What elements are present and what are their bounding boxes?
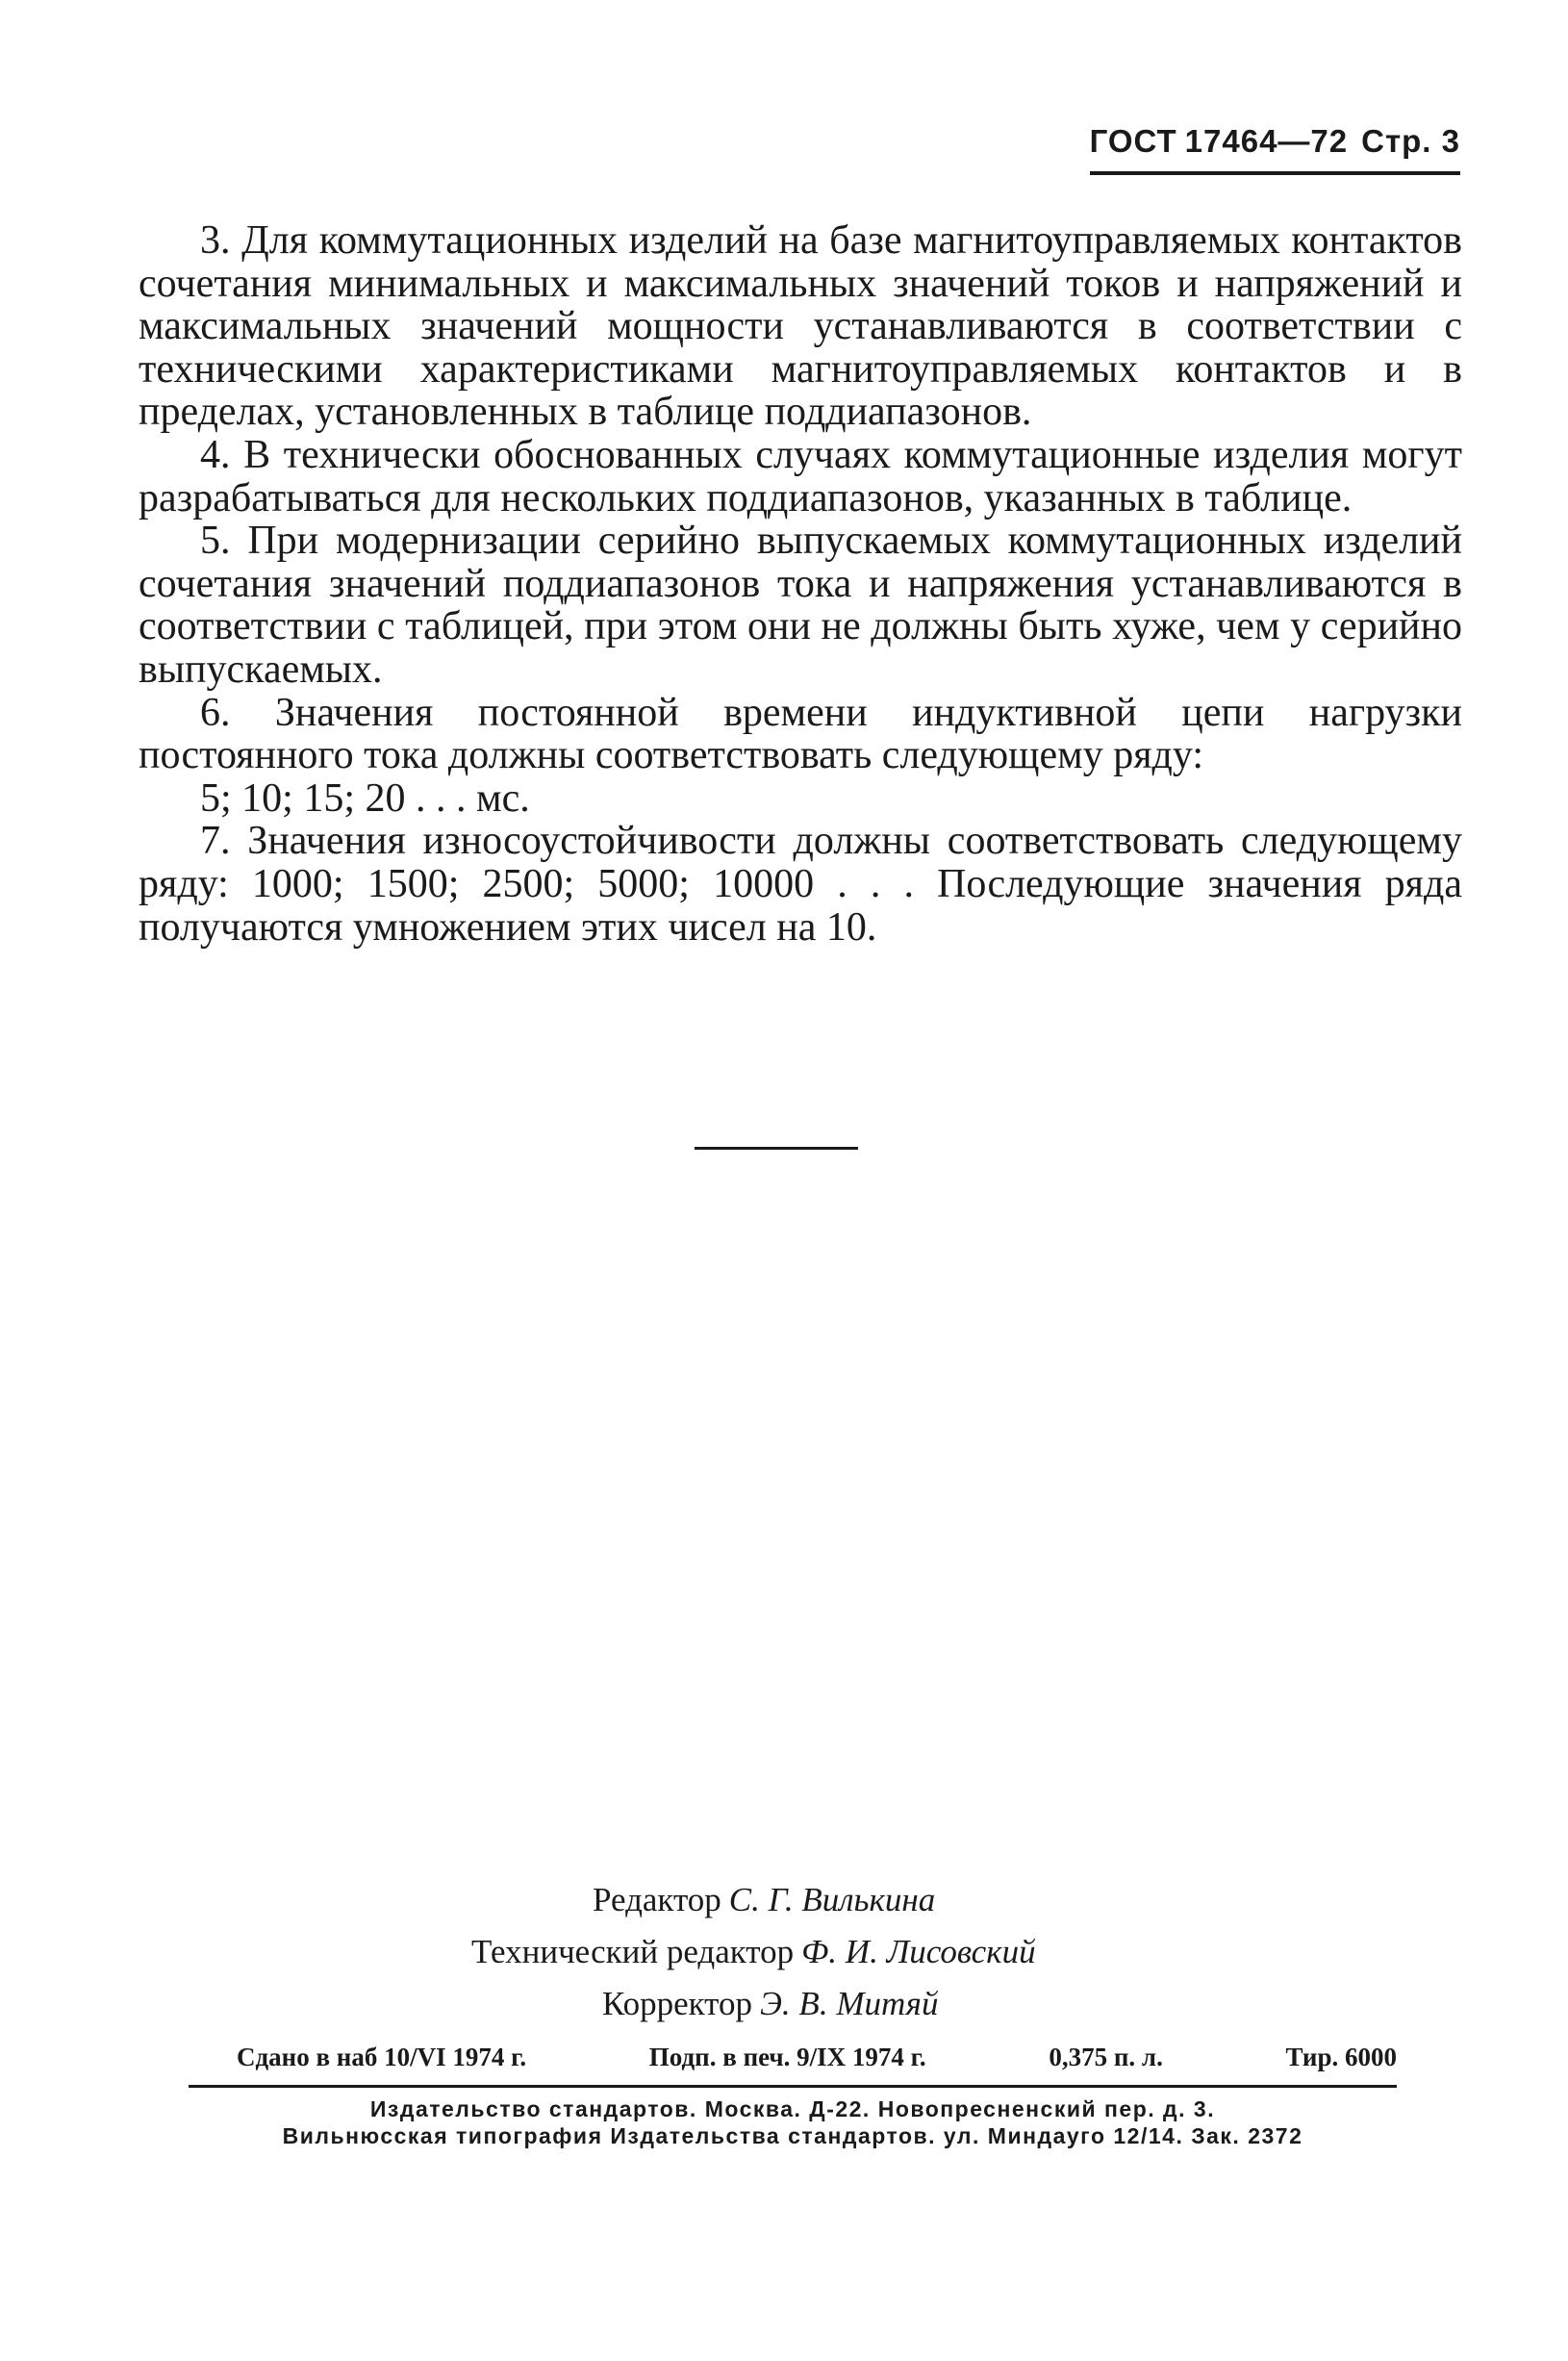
imprint-print-run: Тир. 6000 [1285, 2043, 1397, 2071]
section-divider [695, 1147, 858, 1150]
standard-number: 17464—72 [1184, 123, 1349, 159]
imprint-typeset: Сдано в наб 10/VI 1974 г. [237, 2043, 527, 2071]
clause-3: 3. Для коммутационных изделий на базе магнитоуправляемых контактов сочетания минимальных и максимальных значений токов и напряжений и максимальных значений мощности устанавливаются в соответствии с техническими характеристиками магнитоуправляемых контактов и в пределах, установленных в таблице поддиапазонов. [139, 218, 1462, 435]
body-text [139, 219, 1462, 949]
corrector-name: Э. В. Митяй [760, 1985, 939, 2022]
corrector-role: Корректор [602, 1985, 753, 2022]
clause-6-series: 5; 10; 15; 20 . . . мс. [200, 775, 530, 821]
clause-7: 7. Значения износоустойчивости должны соответствовать следующему ряду: 1000; 1500; 2500; 5000; 10000 . . . Последующие значения ряда получаются умножением этих чисел на 10. [139, 819, 1462, 950]
editor-name: С. Г. Вилькина [728, 1881, 936, 1918]
clause-6: 6. Значения постоянной времени индуктивной цепи нагрузки постоянного тока должны соответствовать следующему ряду: [139, 690, 1462, 778]
credit-editor [593, 1874, 935, 1926]
tech-editor-role: Технический редактор [471, 1933, 795, 1970]
imprint-sheets: 0,375 п. л. [1049, 2043, 1163, 2071]
publisher-line-2: Вильнюсская типография Издательства стандартов. ул. Миндауго 12/14. Зак. 2372 [282, 2123, 1303, 2148]
page-header [1090, 123, 1460, 175]
publisher-line-1: Издательство стандартов. Москва. Д-22. Новопресненский пер. д. 3. [369, 2096, 1216, 2121]
publisher-block [189, 2095, 1397, 2149]
imprint-signed: Подп. в печ. 9/IX 1974 г. [648, 2043, 926, 2071]
imprint-row [237, 2043, 1397, 2072]
editor-role: Редактор [593, 1881, 721, 1918]
credit-tech-editor [471, 1926, 1036, 1978]
credit-corrector [602, 1978, 938, 2030]
clause-4: 4. В технически обоснованных случаях коммутационные изделия могут разрабатываться для нескольких поддиапазонов, указанных в таблице. [139, 432, 1462, 520]
tech-editor-name: Ф. И. Лисовский [801, 1933, 1036, 1970]
standard-label: ГОСТ [1089, 123, 1177, 159]
clause-5: 5. При модернизации серийно выпускаемых коммутационных изделий сочетания значений поддиапазонов тока и напряжения устанавливаются в соответствии с таблицей, при этом они не должны быть хуже, чем у серийно выпускаемых. [139, 519, 1462, 692]
imprint-divider [189, 2085, 1397, 2088]
page-number: Стр. 3 [1361, 123, 1460, 159]
